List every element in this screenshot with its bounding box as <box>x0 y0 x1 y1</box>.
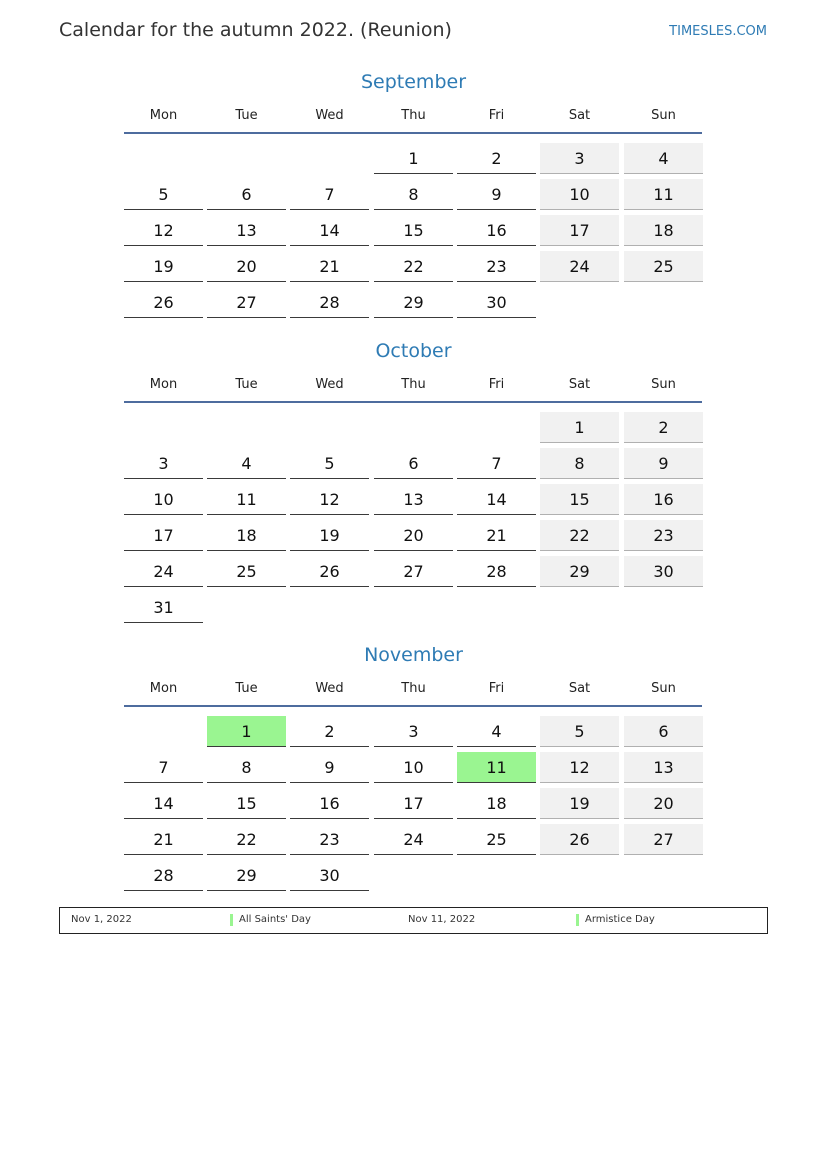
weekday-label: Sat <box>568 377 591 392</box>
weekday-label: Tue <box>235 681 258 696</box>
day-cell: 1 <box>207 716 286 747</box>
day-cell: 3 <box>374 716 453 747</box>
day-cell: 24 <box>124 556 203 587</box>
day-cell: 3 <box>540 143 619 174</box>
day-cell: 16 <box>624 484 703 515</box>
day-cell: 30 <box>290 860 369 891</box>
day-cell: 18 <box>457 788 536 819</box>
day-cell: 4 <box>457 716 536 747</box>
day-cell: 2 <box>457 143 536 174</box>
day-cell: 22 <box>374 251 453 282</box>
day-cell: 25 <box>624 251 703 282</box>
legend-date: Nov 1, 2022 <box>71 914 132 925</box>
day-cell: 1 <box>374 143 453 174</box>
weekday-label: Mon <box>149 108 178 123</box>
weekday-label: Tue <box>235 108 258 123</box>
day-cell: 2 <box>624 412 703 443</box>
weekday-label: Thu <box>401 377 426 392</box>
day-cell: 11 <box>207 484 286 515</box>
day-cell: 28 <box>457 556 536 587</box>
day-cell: 20 <box>624 788 703 819</box>
day-cell: 7 <box>457 448 536 479</box>
day-cell: 8 <box>207 752 286 783</box>
day-cell: 17 <box>540 215 619 246</box>
holiday-legend <box>59 907 768 934</box>
day-cell: 17 <box>374 788 453 819</box>
day-cell: 24 <box>540 251 619 282</box>
day-cell: 5 <box>290 448 369 479</box>
day-cell: 16 <box>457 215 536 246</box>
day-cell: 23 <box>457 251 536 282</box>
day-cell: 9 <box>624 448 703 479</box>
day-cell: 9 <box>457 179 536 210</box>
day-cell: 19 <box>290 520 369 551</box>
day-cell: 21 <box>290 251 369 282</box>
day-cell: 5 <box>540 716 619 747</box>
legend-holiday-name: All Saints' Day <box>230 914 311 926</box>
month-title: October <box>375 340 452 362</box>
day-cell: 26 <box>540 824 619 855</box>
weekday-label: Wed <box>315 108 344 123</box>
day-cell: 7 <box>290 179 369 210</box>
day-cell: 22 <box>207 824 286 855</box>
day-cell: 25 <box>457 824 536 855</box>
day-cell: 19 <box>540 788 619 819</box>
legend-holiday-name: Armistice Day <box>576 914 655 926</box>
weekday-label: Sat <box>568 108 591 123</box>
legend-date: Nov 11, 2022 <box>408 914 476 925</box>
day-cell: 17 <box>124 520 203 551</box>
weekday-label: Fri <box>488 377 505 392</box>
day-cell: 4 <box>624 143 703 174</box>
month-title: November <box>364 644 463 666</box>
weekday-label: Mon <box>149 377 178 392</box>
weekday-label: Thu <box>401 108 426 123</box>
day-cell: 15 <box>207 788 286 819</box>
day-cell: 21 <box>457 520 536 551</box>
day-cell: 27 <box>374 556 453 587</box>
day-cell: 30 <box>457 287 536 318</box>
weekday-label: Tue <box>235 377 258 392</box>
day-cell: 15 <box>374 215 453 246</box>
day-cell: 11 <box>457 752 536 783</box>
weekday-label: Sat <box>568 681 591 696</box>
day-cell: 28 <box>124 860 203 891</box>
day-cell: 20 <box>207 251 286 282</box>
day-cell: 5 <box>124 179 203 210</box>
weekday-label: Wed <box>315 681 344 696</box>
day-cell: 6 <box>624 716 703 747</box>
weekday-label: Wed <box>315 377 344 392</box>
page-title: Calendar for the autumn 2022. (Reunion) <box>59 19 452 41</box>
day-cell: 11 <box>624 179 703 210</box>
day-cell: 24 <box>374 824 453 855</box>
day-cell: 10 <box>374 752 453 783</box>
weekday-header <box>124 377 702 403</box>
day-cell: 12 <box>290 484 369 515</box>
day-cell: 31 <box>124 592 203 623</box>
day-cell: 6 <box>374 448 453 479</box>
day-cell: 8 <box>374 179 453 210</box>
day-cell: 25 <box>207 556 286 587</box>
day-cell: 14 <box>290 215 369 246</box>
day-cell: 23 <box>624 520 703 551</box>
day-cell: 26 <box>124 287 203 318</box>
weekday-header <box>124 681 702 707</box>
day-cell: 10 <box>124 484 203 515</box>
day-cell: 20 <box>374 520 453 551</box>
day-cell: 3 <box>124 448 203 479</box>
month-title: September <box>360 71 467 93</box>
weekday-label: Sun <box>651 377 676 392</box>
day-cell: 18 <box>624 215 703 246</box>
weekday-label: Sun <box>651 681 676 696</box>
day-cell: 2 <box>290 716 369 747</box>
day-cell: 4 <box>207 448 286 479</box>
day-cell: 23 <box>290 824 369 855</box>
day-cell: 26 <box>290 556 369 587</box>
day-cell: 29 <box>540 556 619 587</box>
day-cell: 16 <box>290 788 369 819</box>
day-cell: 28 <box>290 287 369 318</box>
day-cell: 13 <box>624 752 703 783</box>
day-cell: 27 <box>624 824 703 855</box>
day-cell: 13 <box>374 484 453 515</box>
day-cell: 1 <box>540 412 619 443</box>
weekday-header <box>124 108 702 134</box>
weekday-label: Mon <box>149 681 178 696</box>
day-cell: 15 <box>540 484 619 515</box>
day-cell: 21 <box>124 824 203 855</box>
site-link[interactable]: TIMESLES.COM <box>669 24 767 39</box>
day-cell: 14 <box>457 484 536 515</box>
weekday-label: Fri <box>488 681 505 696</box>
day-cell: 29 <box>207 860 286 891</box>
day-cell: 18 <box>207 520 286 551</box>
day-cell: 27 <box>207 287 286 318</box>
day-cell: 12 <box>540 752 619 783</box>
day-cell: 22 <box>540 520 619 551</box>
weekday-label: Sun <box>651 108 676 123</box>
day-cell: 30 <box>624 556 703 587</box>
day-cell: 9 <box>290 752 369 783</box>
day-cell: 6 <box>207 179 286 210</box>
day-cell: 19 <box>124 251 203 282</box>
day-cell: 7 <box>124 752 203 783</box>
day-cell: 8 <box>540 448 619 479</box>
day-cell: 12 <box>124 215 203 246</box>
day-cell: 10 <box>540 179 619 210</box>
weekday-label: Thu <box>401 681 426 696</box>
day-cell: 14 <box>124 788 203 819</box>
day-cell: 29 <box>374 287 453 318</box>
day-cell: 13 <box>207 215 286 246</box>
weekday-label: Fri <box>488 108 505 123</box>
